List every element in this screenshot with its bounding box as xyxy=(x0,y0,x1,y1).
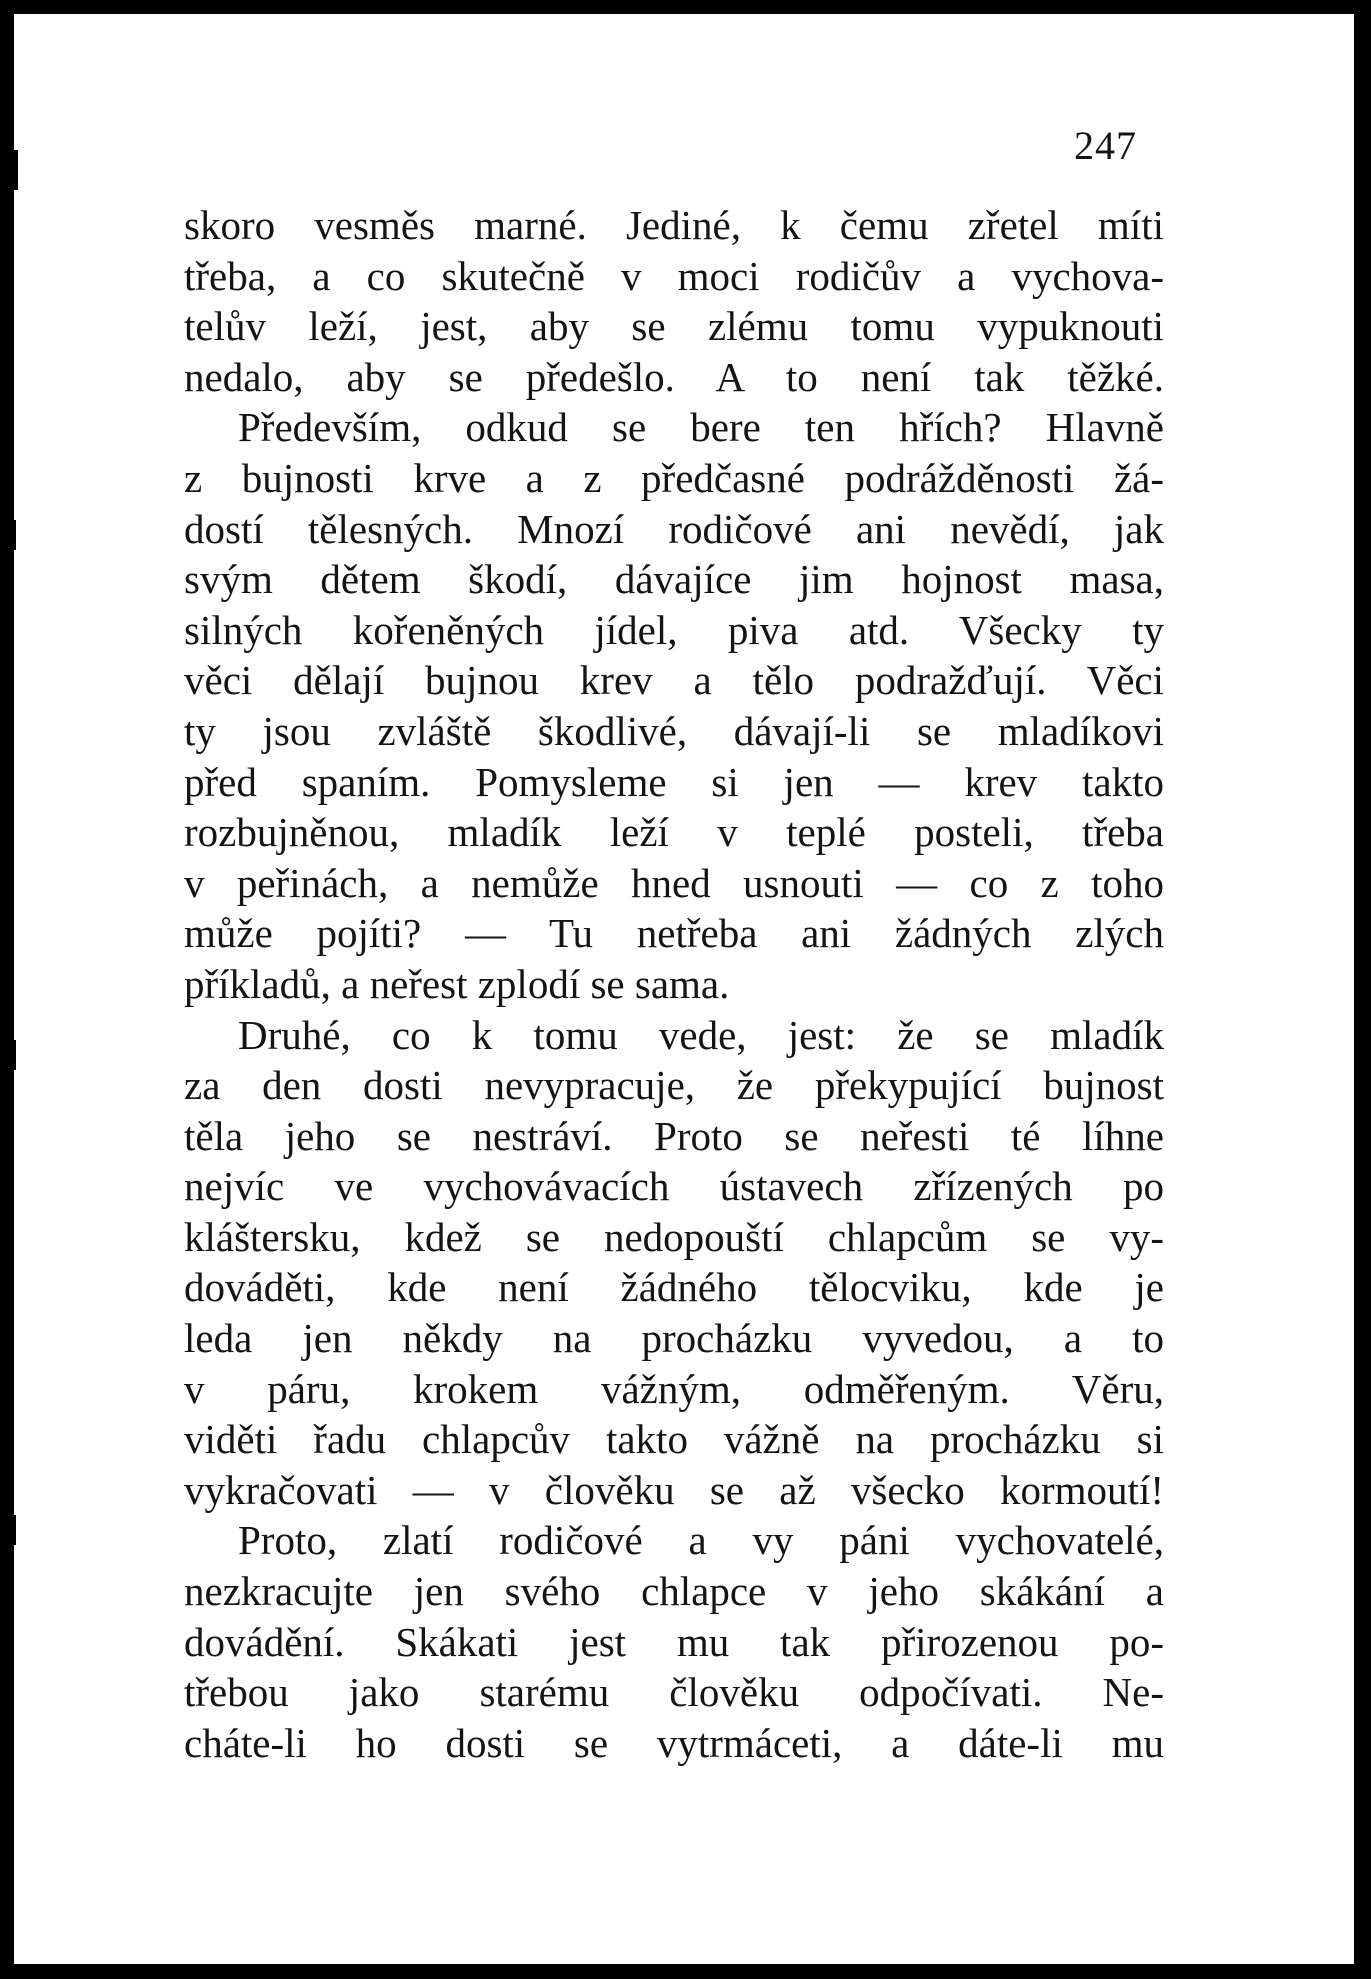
body-text xyxy=(184,200,1164,1768)
text-line: dovádění. Skákati jest mu tak přirozenou po- xyxy=(184,1618,1164,1665)
text-line: Především, odkud se bere ten hřích? Hlavně xyxy=(238,404,1164,451)
binding-edge-mark xyxy=(10,150,18,190)
text-line: telův leží, jest, aby se zlému tomu vypuknouti xyxy=(184,303,1164,350)
text-line: z bujnosti krve a z předčasné podrážděnosti žá- xyxy=(184,454,1164,501)
text-line: svým dětem škodí, dávajíce jim hojnost masa, xyxy=(184,556,1164,603)
text-line: Proto, zlatí rodičové a vy páni vychovatelé, xyxy=(238,1517,1164,1564)
text-line: viděti řadu chlapcův takto vážně na procházku si xyxy=(184,1416,1164,1463)
text-line: těla jeho se nestráví. Proto se neřesti té líhne xyxy=(184,1112,1164,1159)
text-line: v páru, krokem vážným, odměřeným. Věru, xyxy=(184,1365,1164,1412)
text-line: skoro vesměs marné. Jediné, k čemu zřetel míti xyxy=(184,202,1164,248)
binding-edge-mark xyxy=(6,1515,16,1545)
text-line: může pojíti? — Tu netřeba ani žádných zlých xyxy=(184,910,1164,957)
binding-edge-mark xyxy=(8,1040,16,1070)
binding-edge-mark xyxy=(8,520,16,550)
text-line: před spaním. Pomysleme si jen — krev takto xyxy=(184,758,1164,805)
text-line: vykračovati — v člověku se až všecko kormoutí! xyxy=(184,1466,1164,1513)
text-line: příkladů, a neřest zplodí se sama. xyxy=(184,960,730,1007)
text-line: nejvíc ve vychovávacích ústavech zřízených po xyxy=(184,1163,1164,1210)
text-line: dováděti, kde není žádného tělocviku, kde je xyxy=(184,1264,1164,1311)
text-line: kláštersku, kdež se nedopouští chlapcům se vy- xyxy=(184,1213,1164,1260)
text-line: v peřinách, a nemůže hned usnouti — co z toho xyxy=(184,859,1164,906)
text-line: věci dělají bujnou krev a tělo podražďují. Věci xyxy=(184,657,1164,704)
text-line: Druhé, co k tomu vede, jest: že se mladík xyxy=(238,1011,1164,1058)
text-line: leda jen někdy na procházku vyvedou, a to xyxy=(184,1315,1164,1362)
text-line: silných kořeněných jídel, piva atd. Všecky ty xyxy=(184,606,1164,653)
text-line: třeba, a co skutečně v moci rodičův a vychova- xyxy=(184,252,1164,299)
book-page xyxy=(14,14,1354,1964)
text-line: ty jsou zvláště škodlivé, dávají-li se mladíkovi xyxy=(184,707,1164,754)
text-line: třebou jako starému člověku odpočívati. Ne- xyxy=(184,1669,1164,1716)
text-line: cháte-li ho dosti se vytrmáceti, a dáte-li mu xyxy=(184,1719,1164,1766)
text-line: rozbujněnou, mladík leží v teplé posteli, třeba xyxy=(184,809,1164,856)
text-line: za den dosti nevypracuje, že překypující bujnost xyxy=(184,1062,1164,1109)
page-number: 247 xyxy=(1074,123,1137,168)
text-line: nezkracujte jen svého chlapce v jeho skákání a xyxy=(184,1568,1164,1615)
text-line: dostí tělesných. Mnozí rodičové ani nevědí, jak xyxy=(184,505,1164,552)
text-line: nedalo, aby se předešlo. A to není tak těžké. xyxy=(184,353,1164,400)
